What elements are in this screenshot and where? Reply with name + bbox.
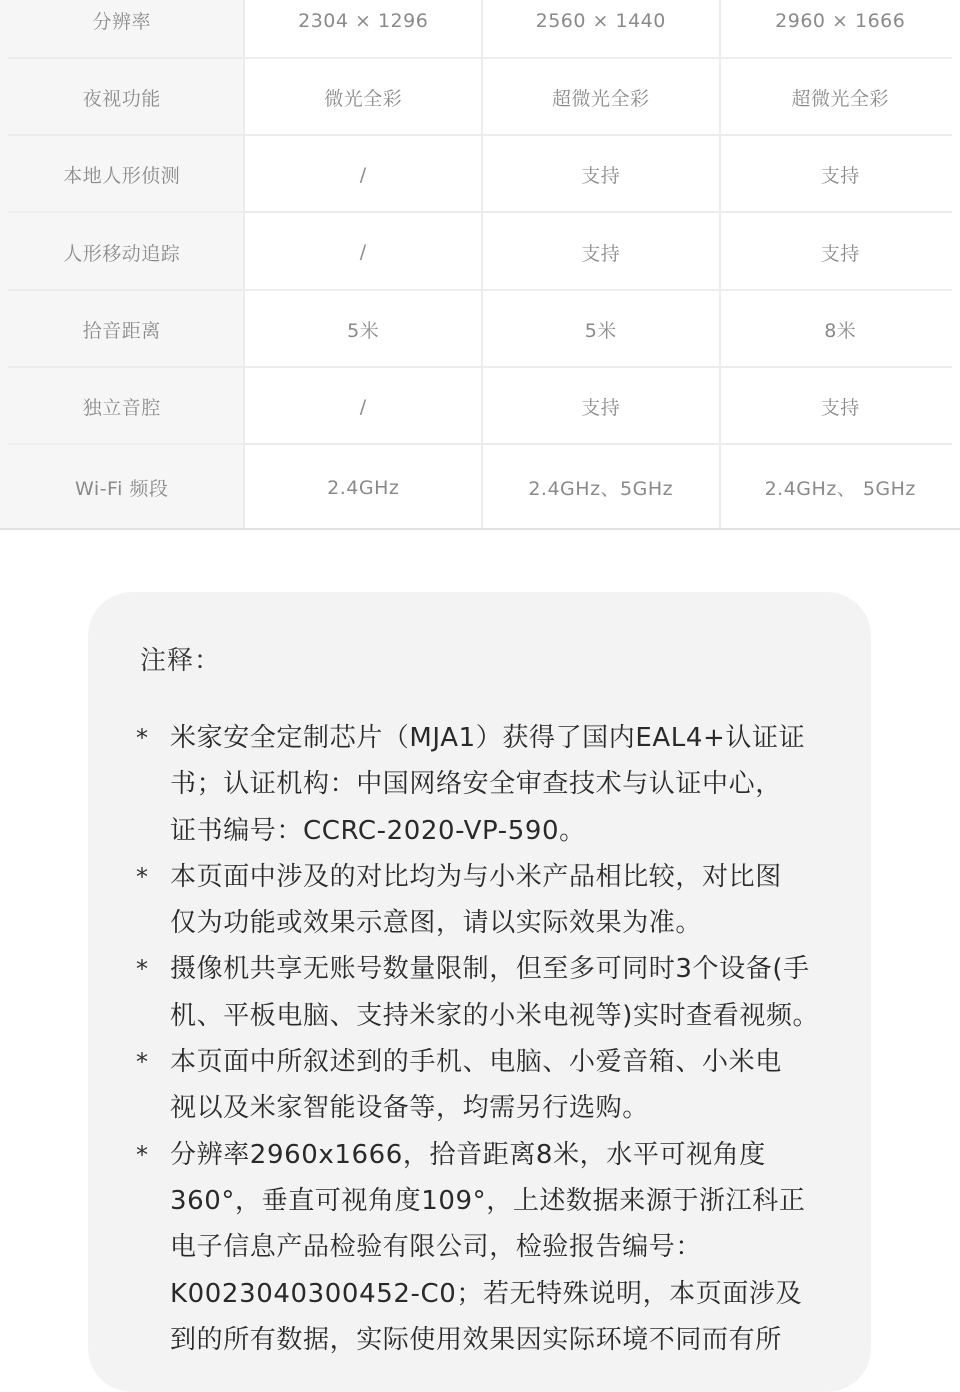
note-text: 本页面中涉及的对比均为与小米产品相比较，对比图 仅为功能或效果示意图，请以实际效果为准。 <box>170 854 826 947</box>
spec-row-label: 人形移动追踪 <box>0 213 243 291</box>
spec-cell: 支持 <box>719 368 960 445</box>
note-bullet: * <box>134 1039 170 1132</box>
note-item <box>134 1039 826 1132</box>
notes-list <box>134 715 826 1363</box>
note-bullet: * <box>134 854 170 947</box>
spec-row-label: 独立音腔 <box>0 368 243 445</box>
note-bullet: * <box>134 946 170 1039</box>
spec-cell: 2.4GHz <box>243 445 481 530</box>
spec-row-label: 夜视功能 <box>0 59 243 136</box>
spec-row-motion-tracking <box>0 213 960 291</box>
spec-row-resolution <box>0 0 960 59</box>
spec-row-wifi-band <box>0 445 960 530</box>
spec-cell: 2560 × 1440 <box>481 0 719 59</box>
note-item <box>134 854 826 947</box>
spec-row-label: Wi-Fi 频段 <box>0 445 243 530</box>
note-item <box>134 1132 826 1363</box>
notes-card <box>88 592 871 1392</box>
note-text: 摄像机共享无账号数量限制，但至多可同时3个设备(手 机、平板电脑、支持米家的小米电视等)实时查看视频。 <box>170 946 826 1039</box>
note-bullet: * <box>134 1132 170 1363</box>
spec-cell: 超微光全彩 <box>481 59 719 136</box>
spec-cell: / <box>243 213 481 291</box>
spec-cell: 支持 <box>719 213 960 291</box>
note-item <box>134 946 826 1039</box>
note-text: 本页面中所叙述到的手机、电脑、小爱音箱、小米电 视以及米家智能设备等，均需另行选购。 <box>170 1039 826 1132</box>
spec-cell: 微光全彩 <box>243 59 481 136</box>
spec-cell: 2.4GHz、5GHz <box>481 445 719 530</box>
note-item <box>134 715 826 854</box>
note-text: 米家安全定制芯片（MJA1）获得了国内EAL4+认证证 书；认证机构：中国网络安全审查技术与认证中心， 证书编号：CCRC-2020-VP-590。 <box>170 715 826 854</box>
spec-cell: / <box>243 368 481 445</box>
spec-cell: 8米 <box>719 291 960 368</box>
notes-title: 注释： <box>140 640 221 677</box>
spec-cell: 支持 <box>481 368 719 445</box>
spec-comparison-table <box>0 0 960 530</box>
note-text: 分辨率2960x1666，拾音距离8米，水平可视角度 360°，垂直可视角度109°，上述数据来源于浙江科正 电子信息产品检验有限公司，检验报告编号： K0023040300452-C0；若无特殊说明，本页面涉及 到的所有数据，实际使用效果因实际环境不同而有所 <box>170 1132 826 1363</box>
spec-row-label: 拾音距离 <box>0 291 243 368</box>
spec-cell: 2960 × 1666 <box>719 0 960 59</box>
spec-row-label: 分辨率 <box>0 0 243 59</box>
spec-cell: 超微光全彩 <box>719 59 960 136</box>
spec-row-audio-chamber <box>0 368 960 445</box>
spec-cell: 支持 <box>481 213 719 291</box>
spec-cell: 2304 × 1296 <box>243 0 481 59</box>
spec-cell: / <box>243 136 481 213</box>
spec-cell: 2.4GHz、 5GHz <box>719 445 960 530</box>
note-bullet: * <box>134 715 170 854</box>
spec-row-pickup-distance <box>0 291 960 368</box>
spec-cell: 支持 <box>481 136 719 213</box>
spec-cell: 5米 <box>481 291 719 368</box>
spec-cell: 支持 <box>719 136 960 213</box>
spec-cell: 5米 <box>243 291 481 368</box>
spec-row-human-detection <box>0 136 960 213</box>
spec-row-label: 本地人形侦测 <box>0 136 243 213</box>
spec-row-night-vision <box>0 59 960 136</box>
